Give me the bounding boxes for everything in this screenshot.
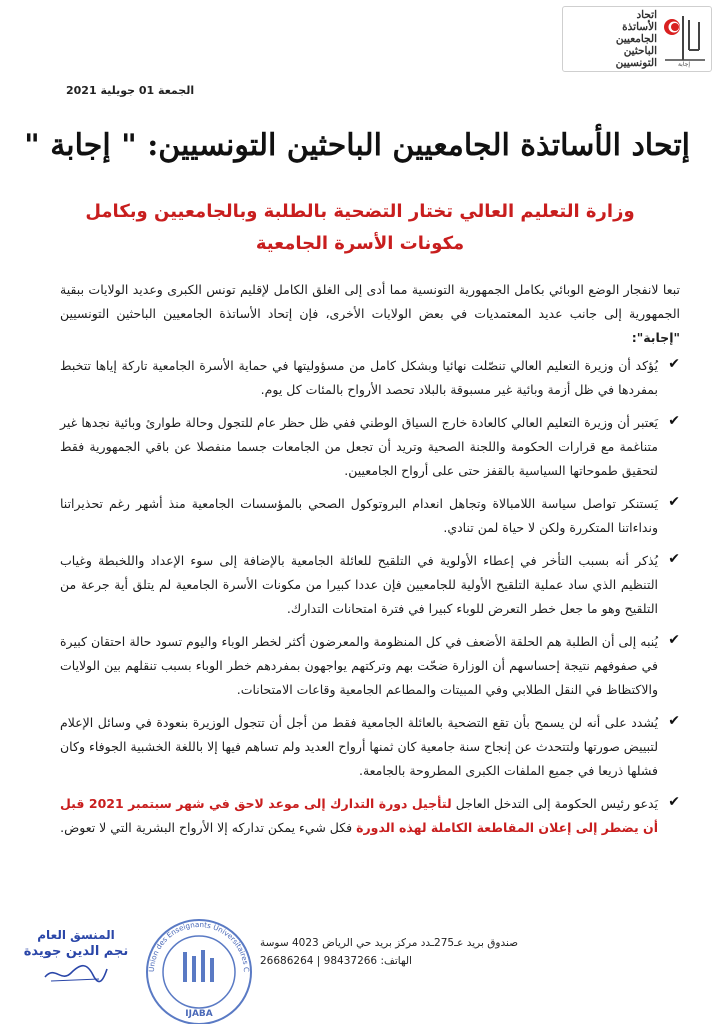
list-item <box>60 630 680 702</box>
list-item <box>60 411 680 483</box>
seal-name: IJABA <box>185 1009 213 1019</box>
phone-label: الهاتف: <box>380 955 412 967</box>
checkmark-icon: ✔ <box>668 356 680 372</box>
signature-block <box>16 928 136 987</box>
checkmark-icon: ✔ <box>668 794 680 810</box>
statement-subtitle: وزارة التعليم العالي تختار التضحية بالطلبة وبالجامعيين وبكامل مكونات الأسرة الجامعية <box>85 201 635 254</box>
document-date: الجمعة 01 جويلية 2021 <box>66 84 195 97</box>
logo-mark-text: إجابة <box>677 61 691 68</box>
logo-line: الباحثين <box>623 45 657 57</box>
intro-text: تبعا لانفجار الوضع الوبائي بكامل الجمهورية التونسية مما أدى إلى الغلق الكامل لإقليم تونس الكبرى وعديد الولايات ببقية الجمهورية إلى جانب عديد المعتمديات في بعض الولايات الأخرى، فإن إتحاد الأساتذة الجامعيين الباحثين التونسيين <box>60 282 680 321</box>
checkmark-icon: ✔ <box>668 413 680 429</box>
point-text: يُشدد على أنه لن يسمح بأن تقع التضحية بالعائلة الجامعية فقط من أجل أن تتجول الوزيرة بنعودة في وسائل الإعلام لتبييض صورتها ولتتحدث عن إنجاح سنة جامعية كان ثمنها أرواح العديد ولم تساهم فيها إلا باللغة الخشبية الجوفاء وكان فشلها ذريعا في جميع الملفات الكبرى المطروحة بالجامعة. <box>60 715 658 778</box>
point-text: يُنبه إلى أن الطلبة هم الحلقة الأضعف في كل المنظومة والمعرضون أكثر لخطر الوباء واليوم تسود حالة احتقان كبيرة في صفوفهم نتيجة إحساسهم أن الوزارة ضحّت بهم وتركتهم يواجهون بمفردهم خطر الوباء بسبب تنقلهم بين الولايات والاكتظاظ في النقل الطلابي وفي المبيتات والمطاعم الجامعية وقاعات الامتحانات. <box>60 634 658 697</box>
list-item <box>60 549 680 621</box>
signer-role: المنسق العام <box>37 928 115 942</box>
last-point-suffix: فكل شيء يمكن تداركه إلا الأرواح البشرية التي لا تعوض. <box>60 820 357 835</box>
union-seal <box>140 912 258 1024</box>
last-point-highlight: لتأجيل دورة التدارك إلى موعد لاحق في شهر سبتمبر 2021 قبل أن يضطر إلى إعلان المقاطعة الكاملة لهذه الدورة <box>60 796 658 835</box>
page-title: إتحاد الأساتذة الجامعيين الباحثين التونسيين: " إجابة " <box>24 128 690 163</box>
seal-stamp-icon <box>140 912 258 1024</box>
logo-line: الجامعيين <box>615 33 657 45</box>
logo-line: اتحاد <box>636 9 657 21</box>
list-item <box>60 711 680 783</box>
union-logo-icon <box>661 10 707 68</box>
intro-paragraph <box>60 278 680 350</box>
point-text: يُذكر أنه بسبب التأخر في إعطاء الأولوية في التلقيح للعائلة الجامعية بالإضافة إلى سوء الإعداد واللخبطة وغياب التنظيم الذي ساد عملية التلقيح الأولية للجامعيين فإن عددا كبيرا من مكونات الأسرة الجامعية لم يتلق أية جرعة من التلقيح وهو ما جعل خطر التعرض للوباء كبيرا في فترة امتحانات التدارك. <box>60 553 658 616</box>
signer-name: نجم الدين جويدة <box>23 944 129 959</box>
union-logo <box>562 6 712 72</box>
list-item <box>60 354 680 402</box>
list-item <box>60 492 680 540</box>
checkmark-icon: ✔ <box>668 551 680 567</box>
postal-address: صندوق بريد عـ275ـدد مركز بريد حي الرياض 4023 سوسة <box>260 937 519 949</box>
points-list <box>60 354 680 840</box>
checkmark-icon: ✔ <box>668 494 680 510</box>
statement-body <box>60 278 680 849</box>
phone-line <box>260 952 560 970</box>
footer-contact <box>260 934 560 970</box>
point-text: يَعتبر أن وزيرة التعليم العالي كالعادة خارج السياق الوطني ففي ظل حظر عام للتجول وحالة طوارئ وبائية نجدها غير متناغمة مع قرارات الحكومة واللجنة الصحية وتريد أن تجعل من الجامعات جسما منفصلا عن باقي الجمهورية فقط لتحقيق طموحاتها السياسية بالقفز حتى على أرواح الجامعيين. <box>60 415 658 478</box>
point-text: يُؤكد أن وزيرة التعليم العالي تنصّلت نهائيا وبشكل كامل من مسؤوليتها في حماية الأسرة الجامعية تاركة إياها تتخبط بمفردها في ظل أزمة وبائية غير مسبوقة بالبلاد تحصد الأرواح بالمئات كل يوم. <box>60 358 658 397</box>
checkmark-icon: ✔ <box>668 632 680 648</box>
phone-numbers: 98437266 | 26686264 <box>260 955 378 967</box>
page-header <box>0 0 720 80</box>
logo-line: الأساتذة <box>622 21 657 33</box>
seal-ring-text-path: Union des Enseignants Universitaires C <box>146 919 252 973</box>
handwritten-signature-icon <box>41 961 111 987</box>
list-item <box>60 792 680 840</box>
last-point-prefix: يَدعو رئيس الحكومة إلى التدخل العاجل <box>451 796 659 811</box>
intro-emphasis: "إجابة": <box>631 330 680 345</box>
point-text: يَستنكر تواصل سياسة اللامبالاة وتجاهل انعدام البروتوكول الصحي بالمؤسسات الجامعية منذ أشهر رغم تحذيراتنا ونداءاتنا المتكررة ولكن لا حياة لمن تنادي. <box>60 496 658 535</box>
checkmark-icon: ✔ <box>668 713 680 729</box>
union-logo-text <box>577 9 657 69</box>
logo-line: التونسيين <box>615 57 657 69</box>
